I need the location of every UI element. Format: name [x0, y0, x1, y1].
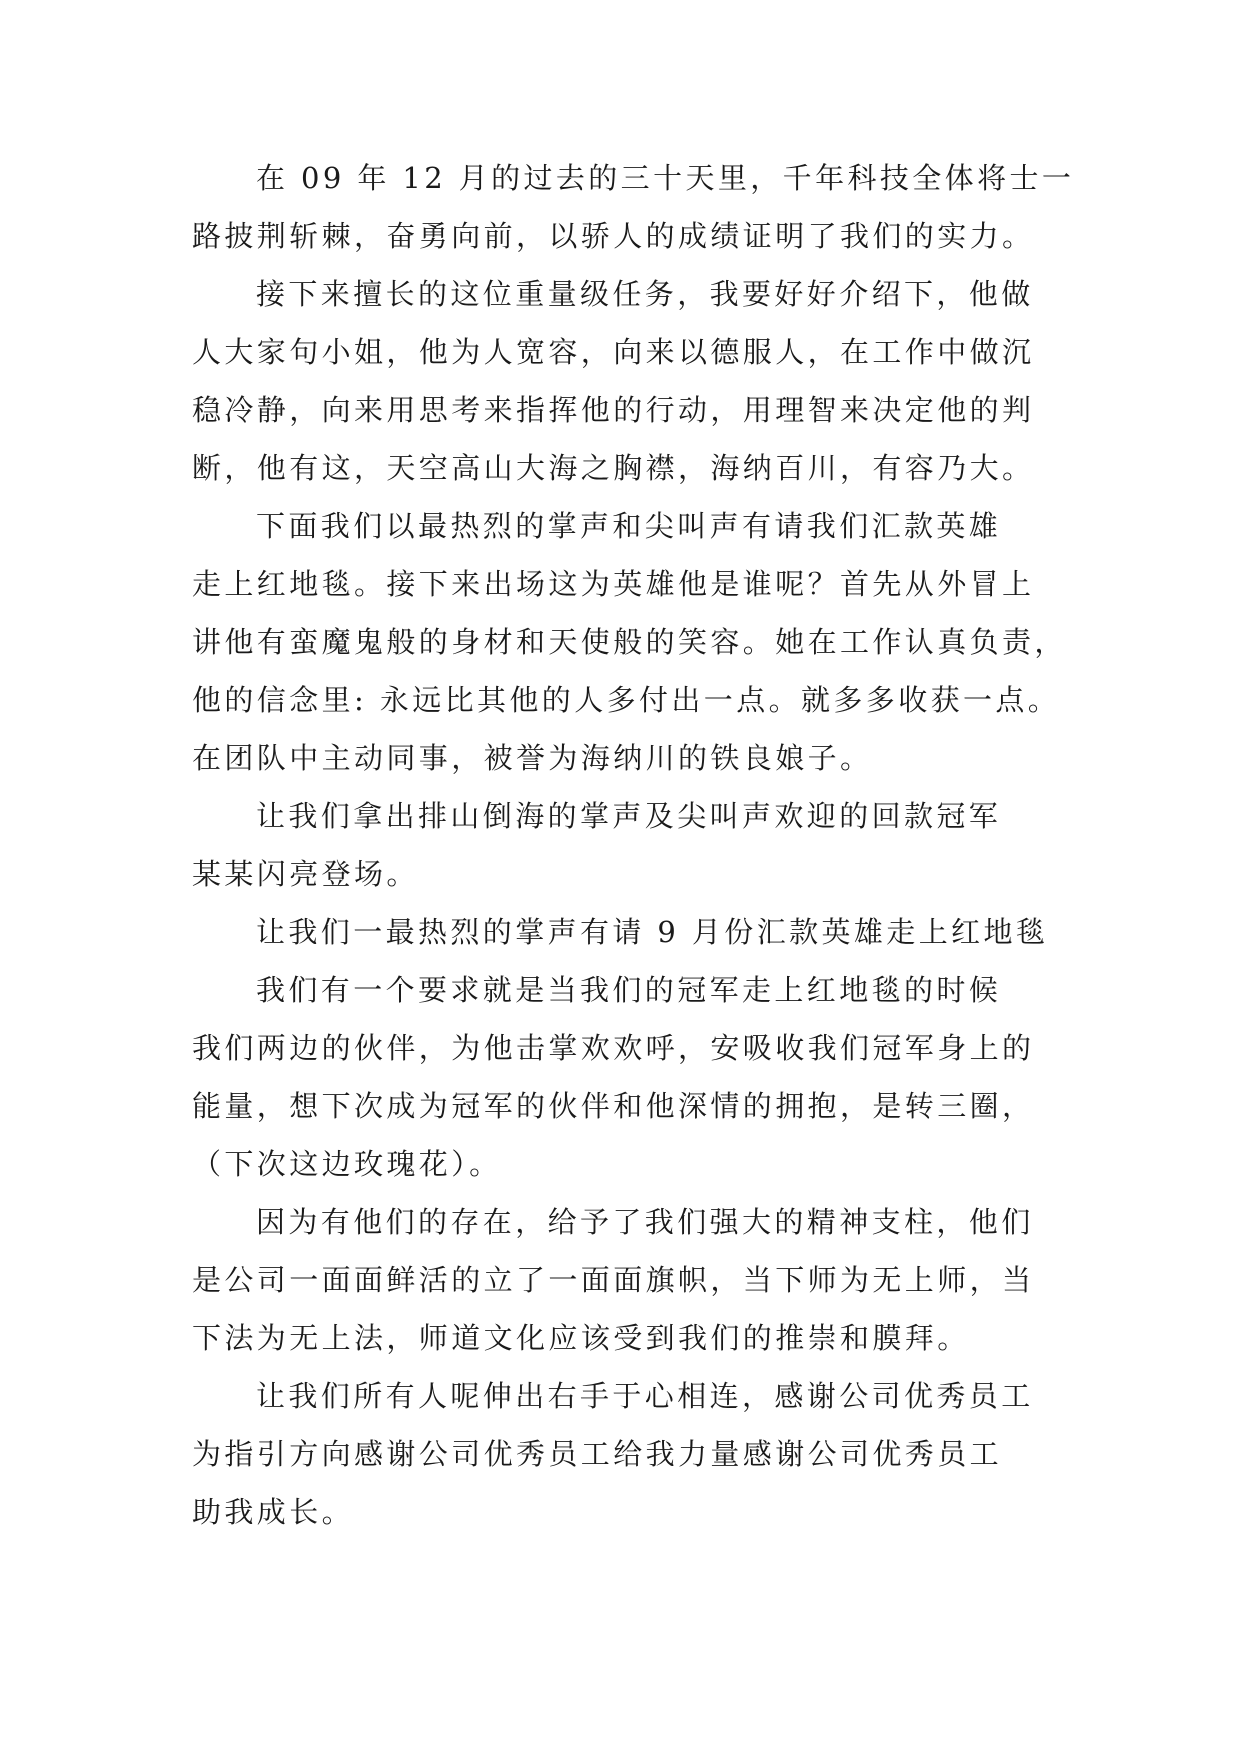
- paragraph-8-line-1: 让我们所有人呢伸出右手于心相连，感谢公司优秀员工: [256, 1379, 1034, 1413]
- paragraph-1-line-2: 路披荆斩棘，奋勇向前，以骄人的成绩证明了我们的实力。: [192, 219, 1035, 253]
- paragraph-2-line-1: 接下来擅长的这位重量级任务，我要好好介绍下，他做: [256, 277, 1034, 311]
- paragraph-8-line-2: 为指引方向感谢公司优秀员工给我力量感谢公司优秀员工: [192, 1437, 1003, 1471]
- paragraph-7-line-3: 下法为无上法，师道文化应该受到我们的推崇和膜拜。: [192, 1321, 970, 1355]
- paragraph-7-line-1: 因为有他们的存在，给予了我们强大的精神支柱，他们: [256, 1205, 1034, 1239]
- paragraph-2-line-2: 人大家句小姐，他为人宽容，向来以德服人，在工作中做沉: [192, 335, 1035, 369]
- paragraph-3-line-4: 他的信念里: 永远比其他的人多付出一点。就多多收获一点。: [192, 683, 1061, 717]
- paragraph-4-line-2: 某某闪亮登场。: [192, 857, 419, 891]
- paragraph-6-line-3: 能量，想下次成为冠军的伙伴和他深情的拥抱，是转三圈，: [192, 1089, 1035, 1123]
- paragraph-1-line-1: 在 09 年 12 月的过去的三十天里，千年科技全体将士一: [256, 161, 1075, 195]
- paragraph-2-line-4: 断，他有这，天空高山大海之胸襟，海纳百川，有容乃大。: [192, 451, 1035, 485]
- paragraph-4-line-1: 让我们拿出排山倒海的掌声及尖叫声欢迎的回款冠军: [256, 799, 1002, 833]
- paragraph-2-line-3: 稳冷静，向来用思考来指挥他的行动，用理智来决定他的判: [192, 393, 1035, 427]
- paragraph-7-line-2: 是公司一面面鲜活的立了一面面旗帜，当下师为无上师，当: [192, 1263, 1035, 1297]
- paragraph-5-line-1: 让我们一最热烈的掌声有请 9 月份汇款英雄走上红地毯: [256, 915, 1049, 949]
- paragraph-6-line-1: 我们有一个要求就是当我们的冠军走上红地毯的时候: [256, 973, 1002, 1007]
- paragraph-3-line-1: 下面我们以最热烈的掌声和尖叫声有请我们汇款英雄: [256, 509, 1002, 543]
- paragraph-3-line-5: 在团队中主动同事，被誉为海纳川的铁良娘子。: [192, 741, 873, 775]
- paragraph-6-line-2: 我们两边的伙伴，为他击掌欢欢呼，安吸收我们冠军身上的: [192, 1031, 1035, 1065]
- paragraph-3-line-2: 走上红地毯。接下来出场这为英雄他是谁呢？首先从外冒上: [192, 567, 1035, 601]
- paragraph-6-line-4: （下次这边玫瑰花）。: [192, 1147, 502, 1181]
- paragraph-8-line-3: 助我成长。: [192, 1495, 355, 1529]
- paragraph-3-line-3: 讲他有蛮魔鬼般的身材和天使般的笑容。她在工作认真负责，: [192, 625, 1067, 659]
